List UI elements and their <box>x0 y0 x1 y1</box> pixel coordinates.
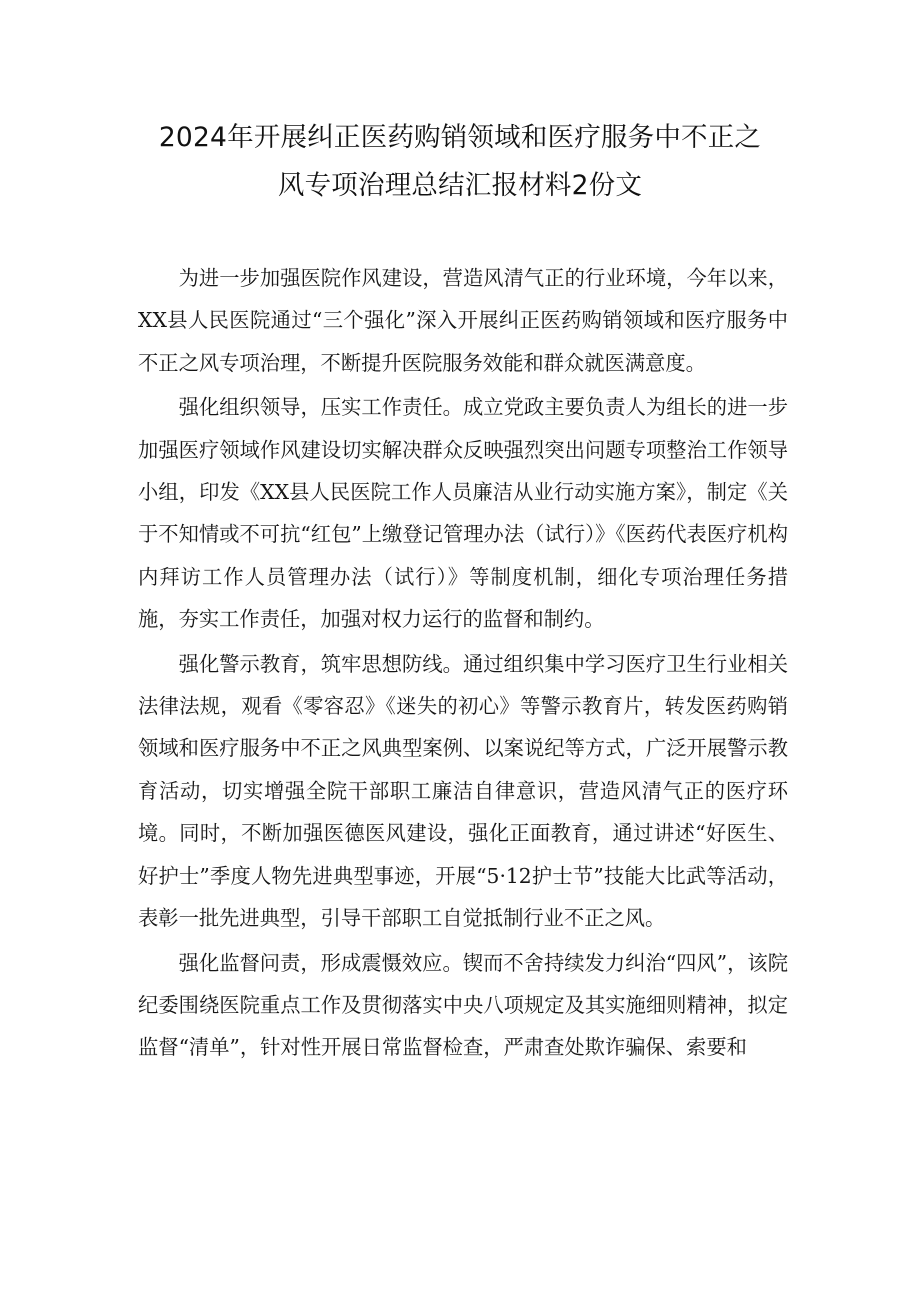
document-title <box>100 114 820 210</box>
paragraph-intro: 为进一步加强医院作风建设，营造风清气正的行业环境，今年以来，XX县人民医院通过“三个强化”深入开展纠正医药购销领域和医疗服务中不正之风专项治理，不断提升医院服务效能和群众就医满意度。 <box>138 266 788 375</box>
paragraph-organization: 强化组织领导，压实工作责任。成立党政主要负责人为组长的进一步加强医疗领域作风建设切实解决群众反映强烈突出问题专项整治工作领导小组，印发《XX县人民医院工作人员廉洁从业行动实施方案》，制定《关于不知情或不可抗“红包”上缴登记管理办法（试行）》《医药代表医疗机构内拜访工作人员管理办法（试行）》等制度机制，细化专项治理任务措施，夯实工作责任，加强对权力运行的监督和制约。 <box>138 395 788 632</box>
paragraph-supervision: 强化监督问责，形成震慑效应。锲而不舍持续发力纠治“四风”，该院纪委围绕医院重点工作及贯彻落实中央八项规定及其实施细则精神，拟定监督“清单”，针对性开展日常监督检查，严肃查处欺诈骗保、索要和 <box>138 950 788 1060</box>
title-line-2: 风专项治理总结汇报材料2份文 <box>277 170 643 201</box>
paragraph-education: 强化警示教育，筑牢思想防线。通过组织集中学习医疗卫生行业相关法律法规，观看《零容忍》《迷失的初心》等警示教育片，转发医药购销领域和医疗服务中不正之风典型案例、以案说纪等方式，广泛开展警示教育活动，切实增强全院干部职工廉洁自律意识，营造风清气正的医疗环境。同时，不断加强医德医风建设，强化正面教育，通过讲述“好医生、好护士”季度人物先进典型事迹，开展“5·12护士节”技能大比武等活动，表彰一批先进典型，引导干部职工自觉抵制行业不正之风。 <box>138 651 788 931</box>
title-line-1: 2024年开展纠正医药购销领域和医疗服务中不正之 <box>158 122 762 153</box>
document-body <box>138 257 788 1071</box>
